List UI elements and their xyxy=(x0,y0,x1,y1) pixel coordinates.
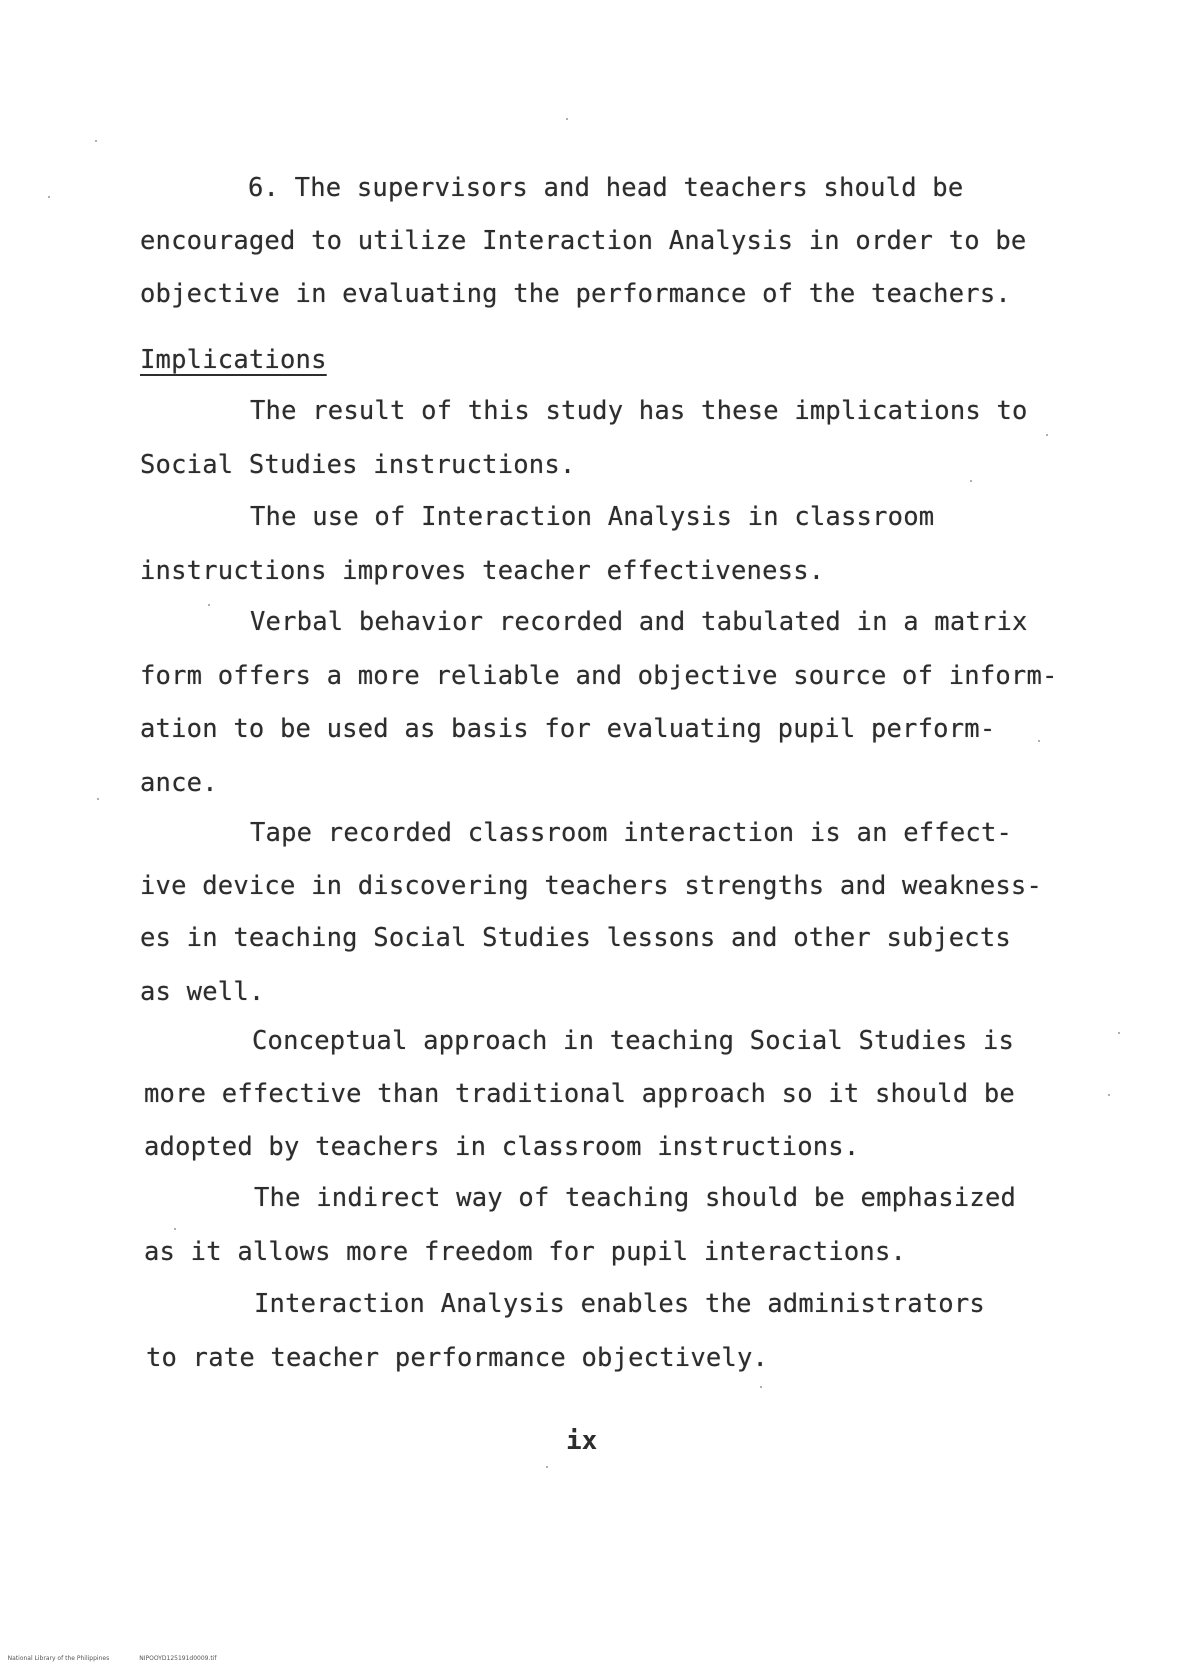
page-number: ix xyxy=(566,1426,598,1456)
footer-left: National Library of the Philippines xyxy=(7,1655,110,1662)
paragraph-3-line-2: form offers a more reliable and objective source of inform- xyxy=(140,661,1058,691)
paragraph-3-line-3: ation to be used as basis for evaluating pupil perform- xyxy=(140,714,996,744)
scan-speck xyxy=(566,118,568,120)
implications-heading: Implications xyxy=(140,345,327,375)
paragraph-4-line-4: as well. xyxy=(140,977,265,1007)
paragraph-1-line-1: The result of this study has these implications to xyxy=(250,396,1028,426)
paragraph-3-line-4: ance. xyxy=(140,768,218,798)
paragraph-4-line-3: es in teaching Social Studies lessons and other subjects xyxy=(140,923,1011,953)
paragraph-7-line-2: to rate teacher performance objectively. xyxy=(146,1343,769,1373)
paragraph-4-line-1: Tape recorded classroom interaction is an effect- xyxy=(250,818,1013,848)
item6-line-2: encouraged to utilize Interaction Analysis in order to be xyxy=(140,226,1027,256)
scan-speck xyxy=(546,1466,548,1468)
paragraph-2-line-1: The use of Interaction Analysis in classroom xyxy=(250,502,935,532)
scan-speck xyxy=(95,140,97,142)
scan-speck xyxy=(760,1386,762,1388)
paragraph-5-line-2: more effective than traditional approach so it should be xyxy=(144,1079,1015,1109)
scan-speck xyxy=(1038,740,1040,742)
paragraph-6-line-2: as it allows more freedom for pupil interactions. xyxy=(144,1237,907,1267)
paragraph-1-line-2: Social Studies instructions. xyxy=(140,450,576,480)
paragraph-7-line-1: Interaction Analysis enables the administrators xyxy=(254,1289,985,1319)
paragraph-2-line-2: instructions improves teacher effectiveness. xyxy=(140,556,825,586)
footer-right: NIPOOYD125191d0009.tif xyxy=(139,1655,217,1662)
paragraph-5-line-1: Conceptual approach in teaching Social Studies is xyxy=(252,1026,1015,1056)
paragraph-3-line-1: Verbal behavior recorded and tabulated in a matrix xyxy=(250,607,1028,637)
scan-speck xyxy=(48,196,50,198)
paragraph-4-line-2: ive device in discovering teachers strengths and weakness- xyxy=(140,871,1043,901)
scan-speck xyxy=(1108,1094,1110,1096)
scan-speck xyxy=(1046,434,1048,436)
scan-speck xyxy=(97,798,99,800)
scan-footer xyxy=(0,1648,217,1669)
scan-speck xyxy=(970,480,972,482)
item6-line-3: objective in evaluating the performance of the teachers. xyxy=(140,279,1011,309)
scan-speck xyxy=(1118,1032,1120,1034)
scan-speck xyxy=(208,604,210,606)
paragraph-5-line-3: adopted by teachers in classroom instructions. xyxy=(144,1132,860,1162)
scan-speck xyxy=(174,1228,176,1230)
paragraph-6-line-1: The indirect way of teaching should be emphasized xyxy=(254,1183,1017,1213)
item6-line-1: 6. The supervisors and head teachers should be xyxy=(248,173,964,203)
